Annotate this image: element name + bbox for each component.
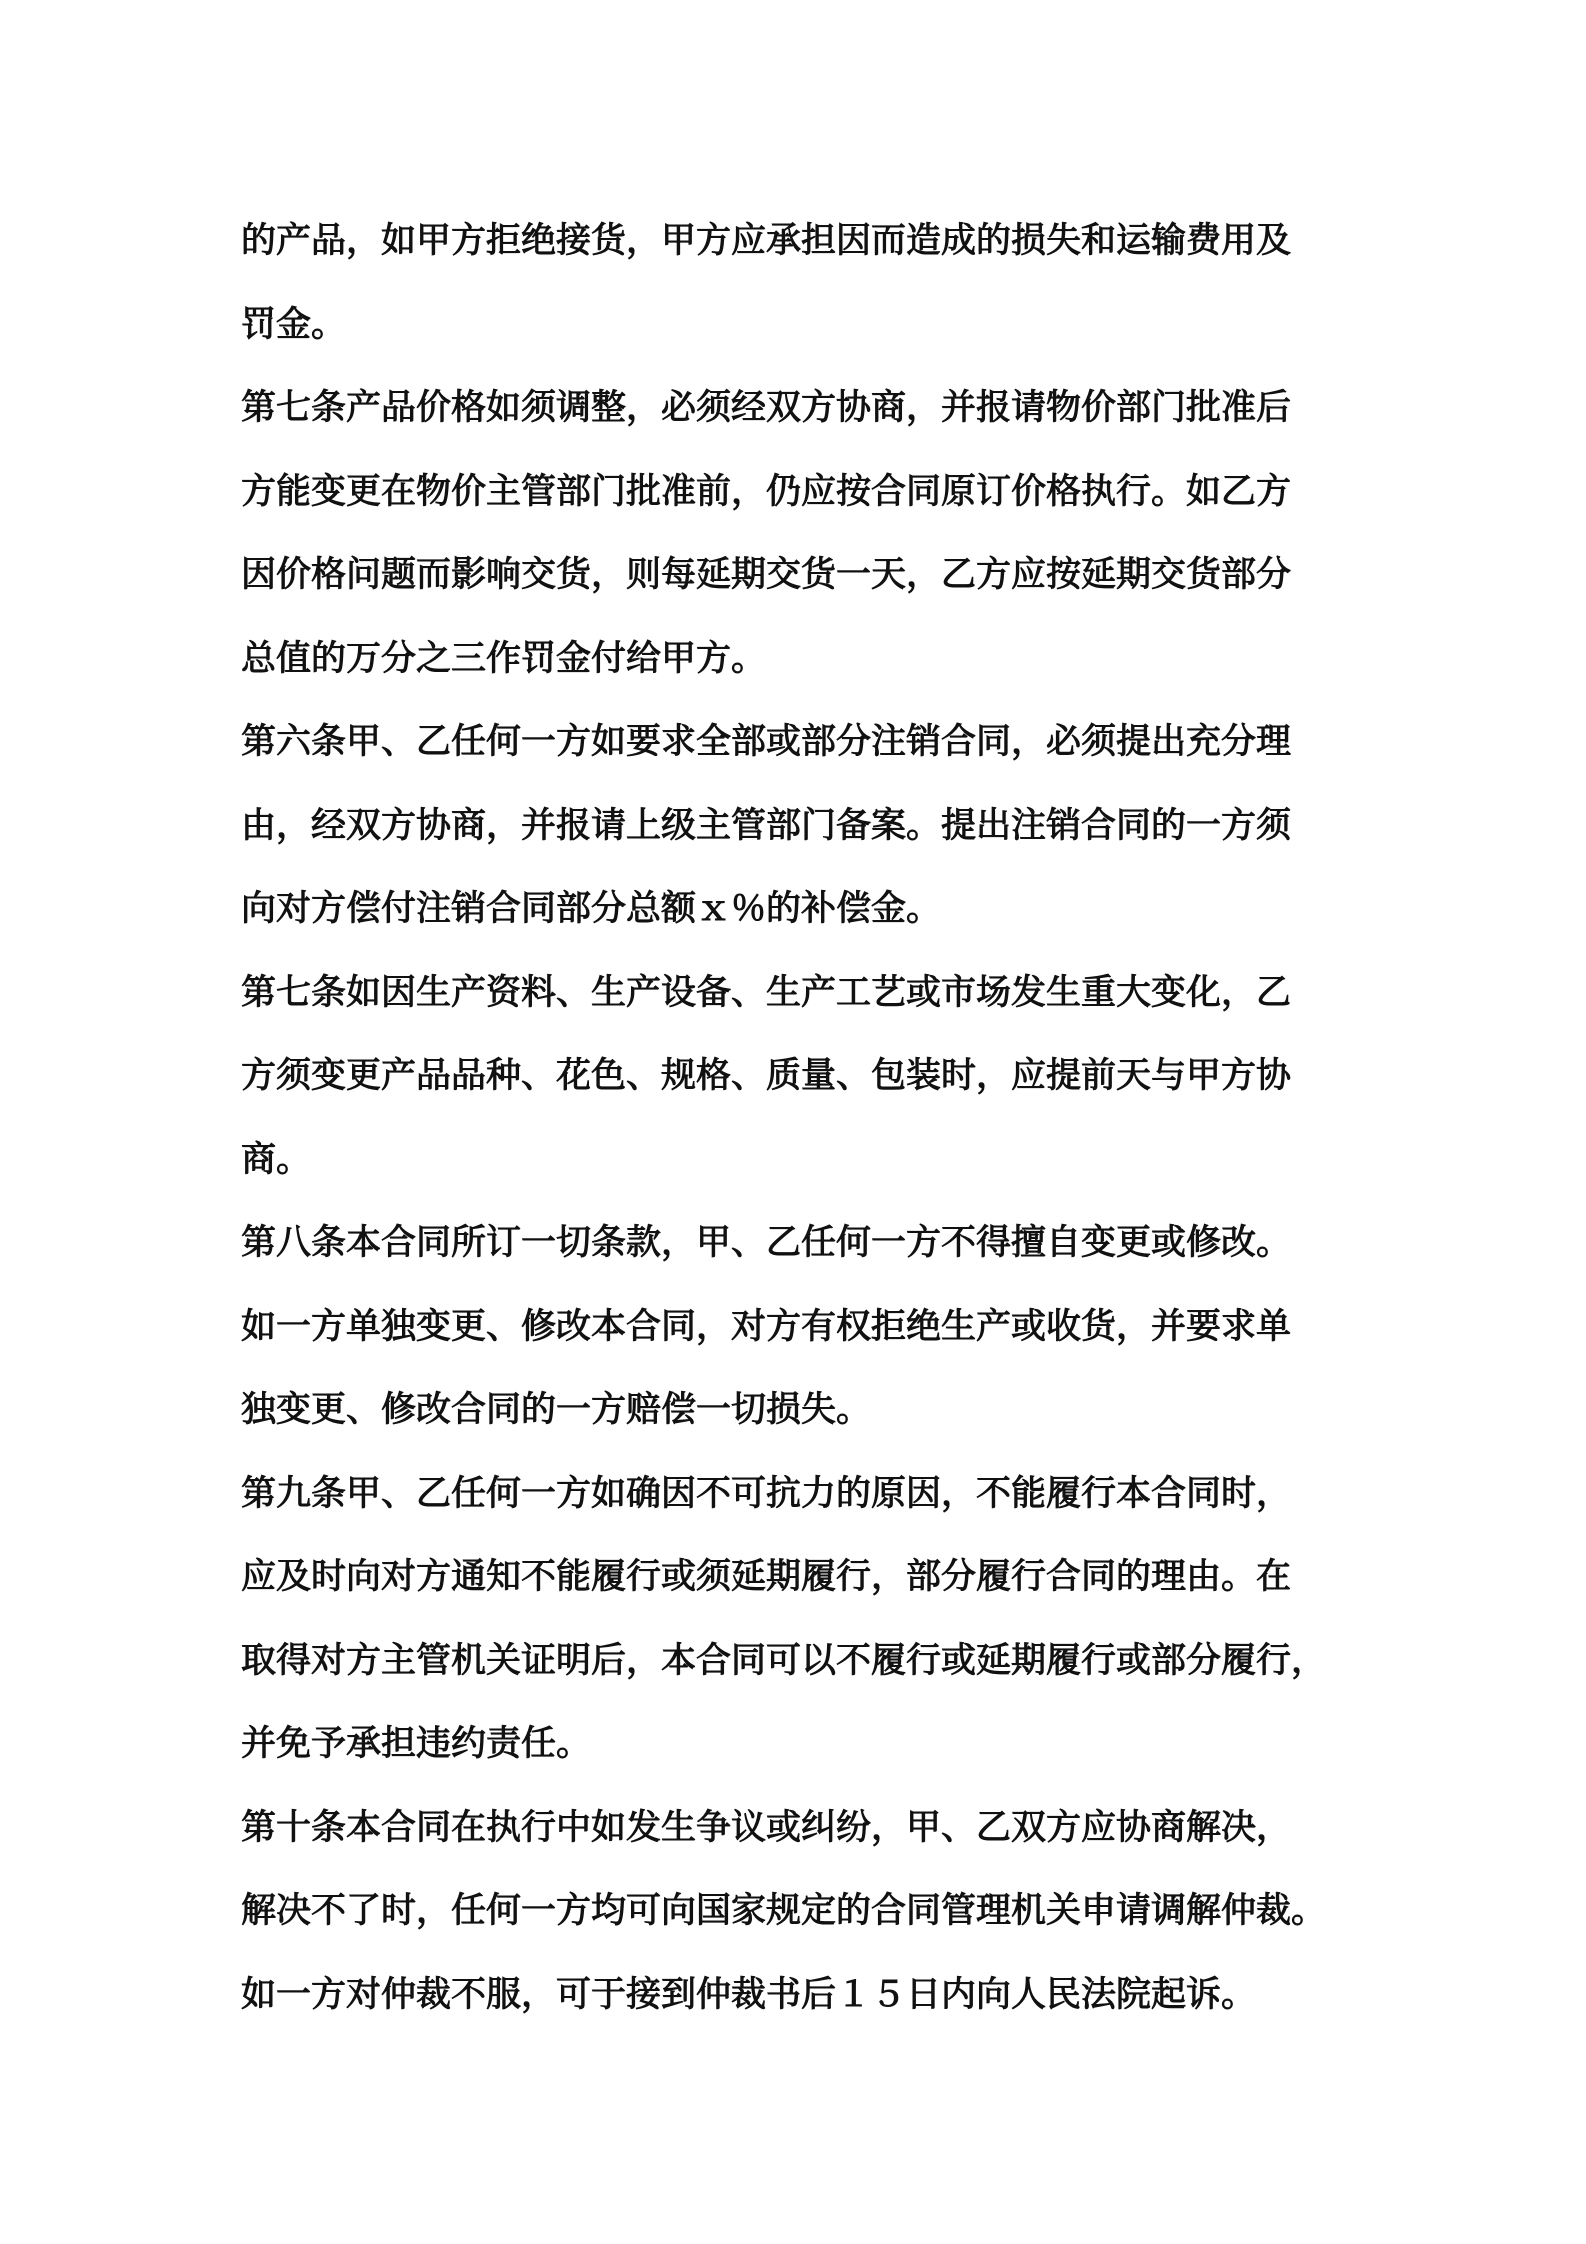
text-line: 应及时向对方通知不能履行或须延期履行，部分履行合同的理由。在 xyxy=(241,1557,1292,1597)
text-line: 第七条如因生产资料、生产设备、生产工艺或市场发生重大变化，乙 xyxy=(241,972,1292,1013)
text-line: 解决不了时，任何一方均可向国家规定的合同管理机关申请调解仲裁。 xyxy=(241,1891,1327,1931)
text-line: 方能变更在物价主管部门批准前，仍应按合同原订价格执行。如乙方 xyxy=(241,471,1292,512)
contract-text xyxy=(241,200,1366,2037)
text-line: 第九条甲、乙任何一方如确因不可抗力的原因，不能履行本合同时， xyxy=(241,1473,1292,1514)
text-line: 第十条本合同在执行中如发生争议或纠纷，甲、乙双方应协商解决， xyxy=(241,1807,1292,1848)
text-line: 第八条本合同所订一切条款，甲、乙任何一方不得擅自变更或修改。 xyxy=(241,1223,1292,1263)
text-line: 取得对方主管机关证明后，本合同可以不履行或延期履行或部分履行， xyxy=(241,1640,1327,1681)
text-line: 因价格问题而影响交货，则每延期交货一天，乙方应按延期交货部分 xyxy=(241,555,1292,595)
text-line: 方须变更产品品种、花色、规格、质量、包装时，应提前天与甲方协 xyxy=(241,1056,1292,1096)
text-line: 商。 xyxy=(241,1139,312,1180)
text-line: 总值的万分之三作罚金付给甲方。 xyxy=(241,638,767,679)
text-line: 第六条甲、乙任何一方如要求全部或部分注销合同，必须提出充分理 xyxy=(241,722,1292,762)
text-line: 如一方单独变更、修改本合同，对方有权拒绝生产或收货，并要求单 xyxy=(241,1306,1292,1347)
text-line: 并免予承担违约责任。 xyxy=(241,1724,592,1764)
text-line: 罚金。 xyxy=(241,304,347,345)
text-line: 向对方偿付注销合同部分总额ｘ％的补偿金。 xyxy=(241,889,942,929)
text-line: 第七条产品价格如须调整，必须经双方协商，并报请物价部门批准后 xyxy=(241,388,1292,428)
text-line: 的产品，如甲方拒绝接货，甲方应承担因而造成的损失和运输费用及 xyxy=(241,221,1292,261)
text-line: 独变更、修改合同的一方赔偿一切损失。 xyxy=(241,1390,872,1430)
text-line: 由，经双方协商，并报请上级主管部门备案。提出注销合同的一方须 xyxy=(241,805,1292,846)
text-line: 如一方对仲裁不服，可于接到仲裁书后１５日内向人民法院起诉。 xyxy=(241,1974,1257,2015)
